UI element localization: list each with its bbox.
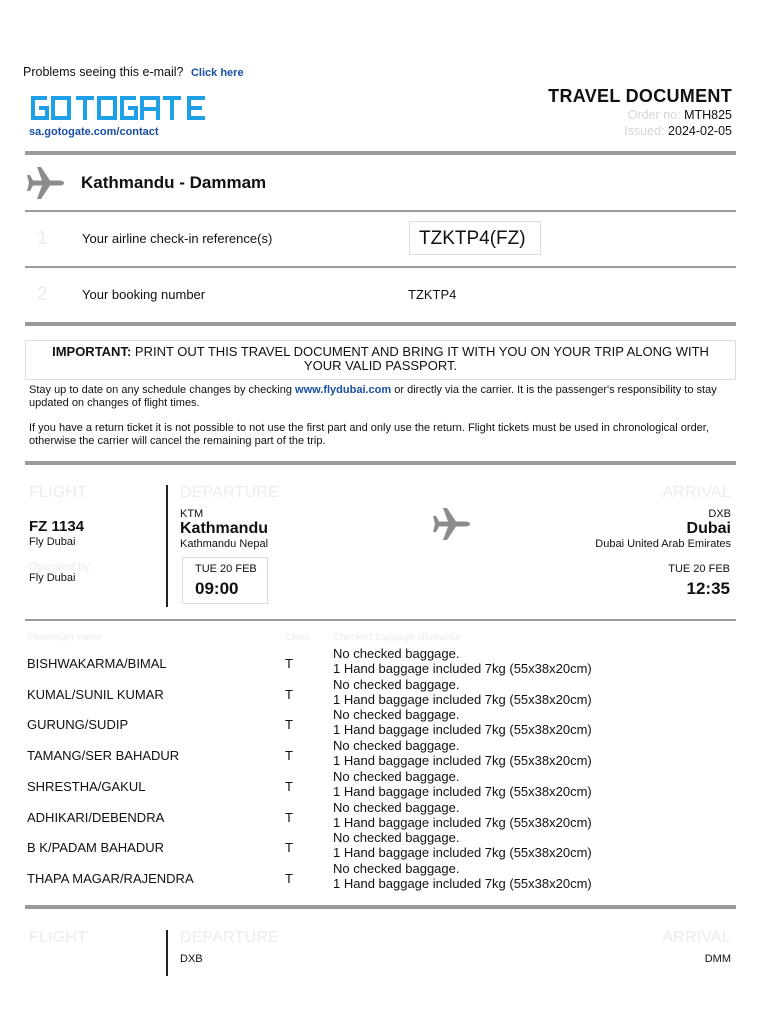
flight-number: FZ 1134 [29, 518, 85, 535]
passenger-row [27, 677, 727, 707]
passenger-row [27, 769, 727, 799]
hand-baggage-text: 1 Hand baggage included 7kg (55x38x20cm) [333, 691, 592, 707]
arrival-country: Dubai United Arab Emirates [595, 538, 731, 550]
passenger-name: BISHWAKARMA/BIMAL [27, 656, 167, 671]
route-title: Kathmandu - Dammam [81, 173, 267, 192]
arrival-code: DXB [708, 508, 731, 520]
passenger-name: TAMANG/SER BAHADUR [27, 748, 180, 764]
baggage-allowance [333, 677, 592, 707]
baggage-allowance [333, 830, 592, 860]
route-divider [25, 210, 736, 212]
checked-baggage-text: No checked baggage. [333, 768, 460, 784]
departure-country: Kathmandu Nepal [180, 538, 269, 550]
operated-by-label: Operated by: [29, 561, 93, 573]
order-label: Order no: [627, 108, 681, 122]
passenger-row [27, 800, 727, 830]
flight2-arrival-code: DMM [704, 953, 731, 965]
flight2-departure-header: DEPARTURE [180, 929, 280, 946]
baggage-allowance [333, 646, 592, 676]
hand-baggage-text: 1 Hand baggage included 7kg (55x38x20cm) [333, 661, 592, 676]
operated-by-value: Fly Dubai [29, 572, 76, 584]
passenger-row [27, 707, 727, 737]
important-label: IMPORTANT: [52, 344, 132, 359]
checkin-reference-label: Your airline check-in reference(s) [82, 231, 273, 246]
hand-baggage-text: 1 Hand baggage included 7kg (55x38x20cm) [333, 845, 592, 861]
flight2-departure-code: DXB [180, 953, 203, 965]
passenger-row [27, 861, 727, 891]
click-here-link[interactable]: Click here [190, 67, 244, 79]
passenger-class: T [285, 870, 293, 886]
passenger-name: B K/PADAM BAHADUR [27, 840, 165, 856]
checkin-reference-value: TZKTP4(FZ) [419, 228, 526, 249]
passenger-row [27, 830, 727, 860]
passenger-class: T [285, 778, 293, 794]
departure-datetime-box [182, 557, 268, 604]
reference-number-2: 2 [37, 284, 48, 305]
hand-baggage-text: 1 Hand baggage included 7kg (55x38x20cm) [333, 753, 592, 769]
issued-label: Issued: [624, 124, 665, 138]
important-notice-box [25, 340, 736, 380]
booking-number-value: TZKTP4 [408, 287, 457, 302]
checked-baggage-text: No checked baggage. [333, 676, 460, 692]
passenger-class: T [285, 656, 293, 671]
checked-baggage-text: No checked baggage. [333, 830, 460, 846]
checked-baggage-text: No checked baggage. [333, 707, 460, 723]
important-text: PRINT OUT THIS TRAVEL DOCUMENT AND BRING IT WITH YOU ON YOUR TRIP ALONG WITH YOUR VALID PASSPORT. [134, 344, 709, 373]
baggage-allowance [333, 769, 592, 799]
passenger-class: T [285, 748, 293, 764]
flight-airplane-icon [432, 507, 472, 541]
issued-line [624, 124, 732, 138]
flight2-column-divider [166, 930, 168, 976]
order-value: MTH825 [684, 108, 732, 122]
hand-baggage-text: 1 Hand baggage included 7kg (55x38x20cm) [333, 783, 592, 799]
ref1-divider [25, 266, 736, 268]
hand-baggage-text: 1 Hand baggage included 7kg (55x38x20cm) [333, 875, 592, 891]
departure-time: 09:00 [195, 579, 239, 598]
baggage-allowance [333, 800, 592, 830]
passenger-class: T [285, 809, 293, 825]
baggage-allowance [333, 861, 592, 891]
passenger-name-header: Passenger name [27, 632, 103, 643]
email-problem-line [23, 65, 244, 79]
class-header: Class [285, 632, 311, 643]
departure-city: Kathmandu [180, 520, 268, 537]
gotogate-logo[interactable] [27, 92, 213, 129]
checkin-reference-box [409, 221, 541, 255]
flydubai-link[interactable]: www.flydubai.com [295, 384, 392, 396]
flight2-header: FLIGHT [29, 929, 88, 946]
flight2-arrival-header: ARRIVAL [662, 929, 731, 946]
order-line [628, 108, 732, 122]
passenger-class: T [285, 686, 293, 702]
passenger-row [27, 646, 727, 676]
passenger-name: GURUNG/SUDIP [27, 717, 129, 733]
hand-baggage-text: 1 Hand baggage included 7kg (55x38x20cm) [333, 722, 592, 738]
passengers-divider [25, 905, 736, 909]
return-ticket-paragraph: If you have a return ticket it is not possible to not use the first part and only use the return. Flight tickets must be used in chronological order, otherwise the carrier will cancel the remaining part of the trip. [29, 422, 709, 447]
departure-code: KTM [180, 508, 204, 520]
problems-text: Problems seeing this e-mail? [23, 65, 184, 79]
contact-link[interactable]: sa.gotogate.com/contact [29, 126, 159, 138]
ref2-divider [25, 322, 736, 326]
schedule-change-paragraph [29, 384, 719, 410]
baggage-allowance [333, 738, 592, 768]
checked-baggage-text: No checked baggage. [333, 738, 460, 754]
departure-date: TUE 20 FEB [195, 563, 257, 575]
booking-number-label: Your booking number [82, 287, 206, 302]
baggage-header: Checked baggage allowance [333, 632, 462, 643]
arrival-header: ARRIVAL [662, 484, 731, 501]
arrival-date: TUE 20 FEB [668, 563, 730, 575]
flight-divider [25, 619, 736, 621]
passenger-name: KUMAL/SUNIL KUMAR [27, 686, 164, 702]
passenger-name: THAPA MAGAR/RAJENDRA [27, 870, 194, 886]
passenger-name: SHRESTHA/GAKUL [27, 778, 146, 794]
passenger-name: ADHIKARI/DEBENDRA [27, 809, 165, 825]
baggage-allowance [333, 707, 592, 737]
gotogate-logo-mark [27, 92, 213, 124]
airplane-icon [26, 166, 66, 200]
arrival-city: Dubai [686, 520, 731, 537]
hand-baggage-text: 1 Hand baggage included 7kg (55x38x20cm) [333, 814, 592, 830]
passenger-row [27, 738, 727, 768]
flight-column-divider [166, 485, 168, 607]
notice-divider [25, 461, 736, 465]
doc-title: TRAVEL DOCUMENT [548, 86, 732, 106]
schedule-text-before: Stay up to date on any schedule changes by checking [29, 384, 296, 396]
airline-name: Fly Dubai [29, 536, 76, 548]
schedule-text-after: or directly via the carrier. It is the passenger's responsibility to stay updated on changes of flight times. [29, 384, 717, 409]
checked-baggage-text: No checked baggage. [333, 646, 460, 661]
arrival-time: 12:35 [686, 579, 730, 598]
checked-baggage-text: No checked baggage. [333, 860, 460, 876]
checked-baggage-text: No checked baggage. [333, 799, 460, 815]
departure-header: DEPARTURE [180, 484, 280, 501]
header-divider [25, 151, 736, 155]
issued-value: 2024-02-05 [668, 124, 732, 138]
reference-number-1: 1 [37, 228, 48, 249]
passenger-class: T [285, 717, 293, 733]
passenger-class: T [285, 840, 293, 856]
flight-header: FLIGHT [29, 484, 88, 501]
